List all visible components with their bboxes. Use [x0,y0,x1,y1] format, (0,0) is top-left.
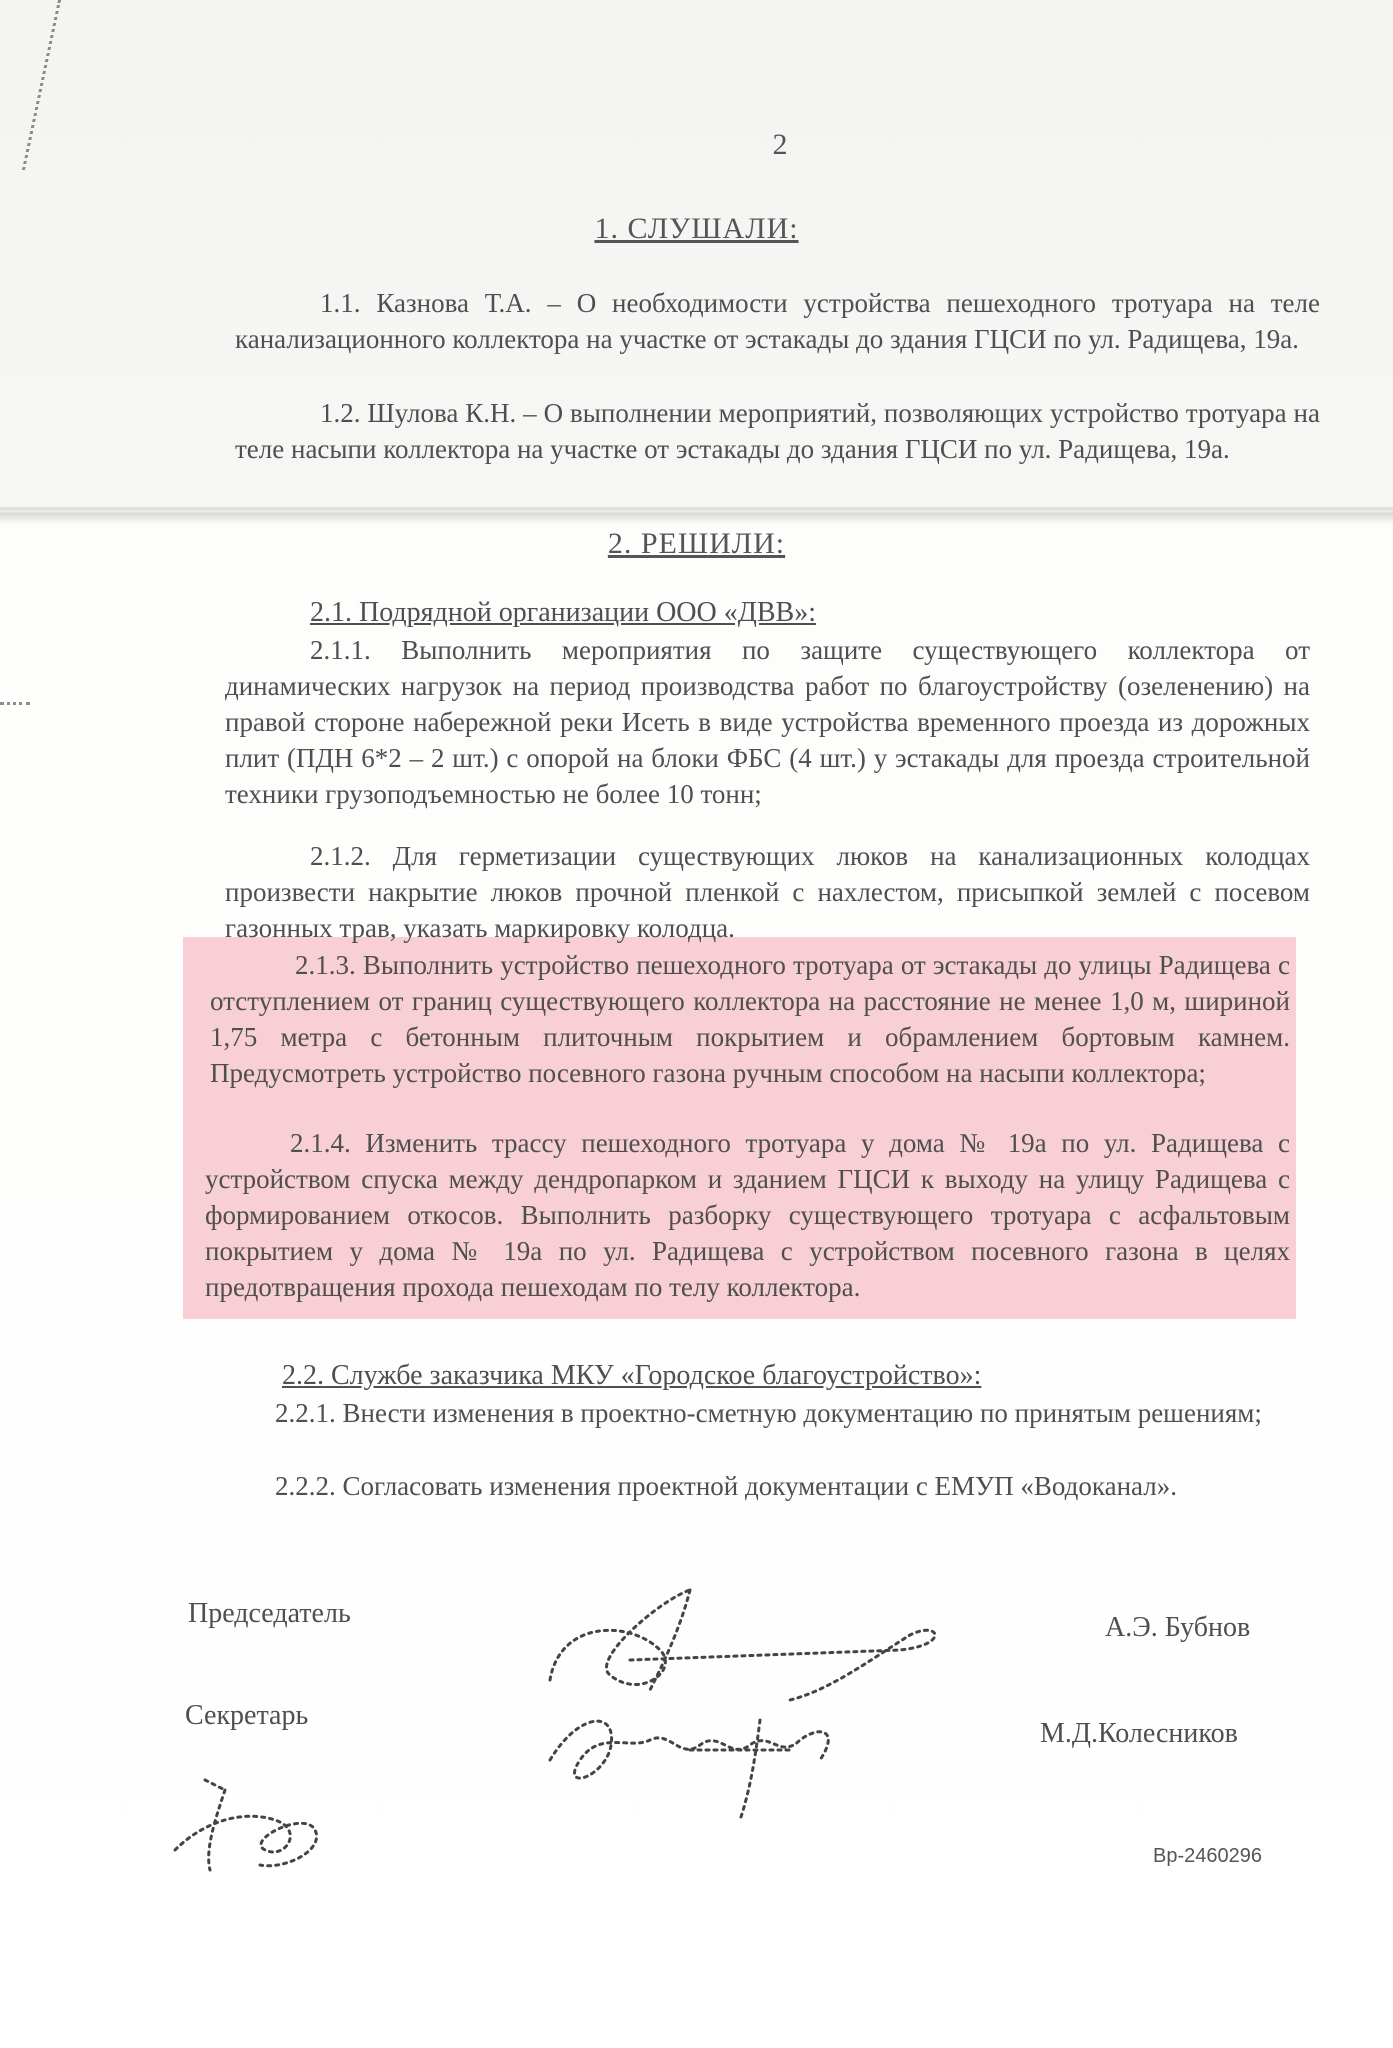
section-2-title: 2. РЕШИЛИ: [607,527,786,560]
secretary-label: Секретарь [185,1700,309,1731]
item-2-2-2: 2.2.2. Согласовать изменения проектной документации с ЕМУП «Водоканал». [275,1471,1177,1501]
chairman-label: Председатель [188,1598,351,1629]
item-2-1-3: 2.1.3. Выполнить устройство пешеходного тротуара от эстакады до улицы Радищева с отступлением от границ существующего коллектора на расстояние не менее 1,0 м, шириной 1,75 метра с бетонным плиточным покрытием и обрамлением бортовым камнем. Предусмотреть устройство посевного газона ручным способом на насыпи коллектора; [210,950,1290,1088]
scan-mark-artifact [0,672,30,705]
document-code: Вр-2460296 [1153,1845,1262,1867]
section-1-title: 1. СЛУШАЛИ: [594,212,799,245]
scan-edge-artifact [22,0,91,170]
item-2-2-1: 2.2.1. Внести изменения в проектно-сметную документацию по принятым решениям; [275,1398,1262,1428]
item-1-2: 1.2. Шулова К.Н. – О выполнении мероприятий, позволяющих устройство тротуара на теле насыпи коллектора на участке от эстакады до здания ГЦСИ по ул. Радищева, 19а. [235,398,1320,464]
item-2-1-4: 2.1.4. Изменить трассу пешеходного тротуара у дома № 19а по ул. Радищева с устройством спуска между дендропарком и зданием ГЦСИ к выходу на улицу Радищева с формированием откосов. Выполнить разборку существующего тротуара с асфальтовым покрытием у дома № 19а по ул. Радищева с устройством посевного газона в целях предотвращения прохода пешеходам по телу коллектора. [205,1128,1290,1302]
chairman-name: А.Э. Бубнов [1105,1612,1251,1643]
item-2-1-1: 2.1.1. Выполнить мероприятия по защите существующего коллектора от динамических нагрузок на период производства работ по благоустройству (озеленению) на правой стороне набережной реки Исеть в виде устройства временного проезда из дорожных плит (ПДН 6*2 – 2 шт.) с опорой на блоки ФБС (4 шт.) у эстакады для проезда строительной техники грузоподъемностью не более 10 тонн; [225,635,1310,809]
fold-line [0,507,1393,510]
item-2-1-2: 2.1.2. Для герметизации существующих люков на канализационных колодцах произвести накрытие люков прочной пленкой с нахлестом, присыпкой землей с посевом газонных трав, указать маркировку колодца. [225,841,1310,943]
subsection-2-1: 2.1. Подрядной организации ООО «ДВВ»: [310,597,816,628]
page-number: 2 [772,128,788,161]
secretary-name: М.Д.Колесников [1040,1718,1238,1749]
subsection-2-2: 2.2. Службе заказчика МКУ «Городское благоустройство»: [282,1360,982,1391]
initials-signature-icon [165,1770,335,1880]
secretary-signature-icon [540,1690,860,1830]
item-1-1: 1.1. Казнова Т.А. – О необходимости устройства пешеходного тротуара на теле канализационного коллектора на участке от эстакады до здания ГЦСИ по ул. Радищева, 19а. [235,288,1320,354]
